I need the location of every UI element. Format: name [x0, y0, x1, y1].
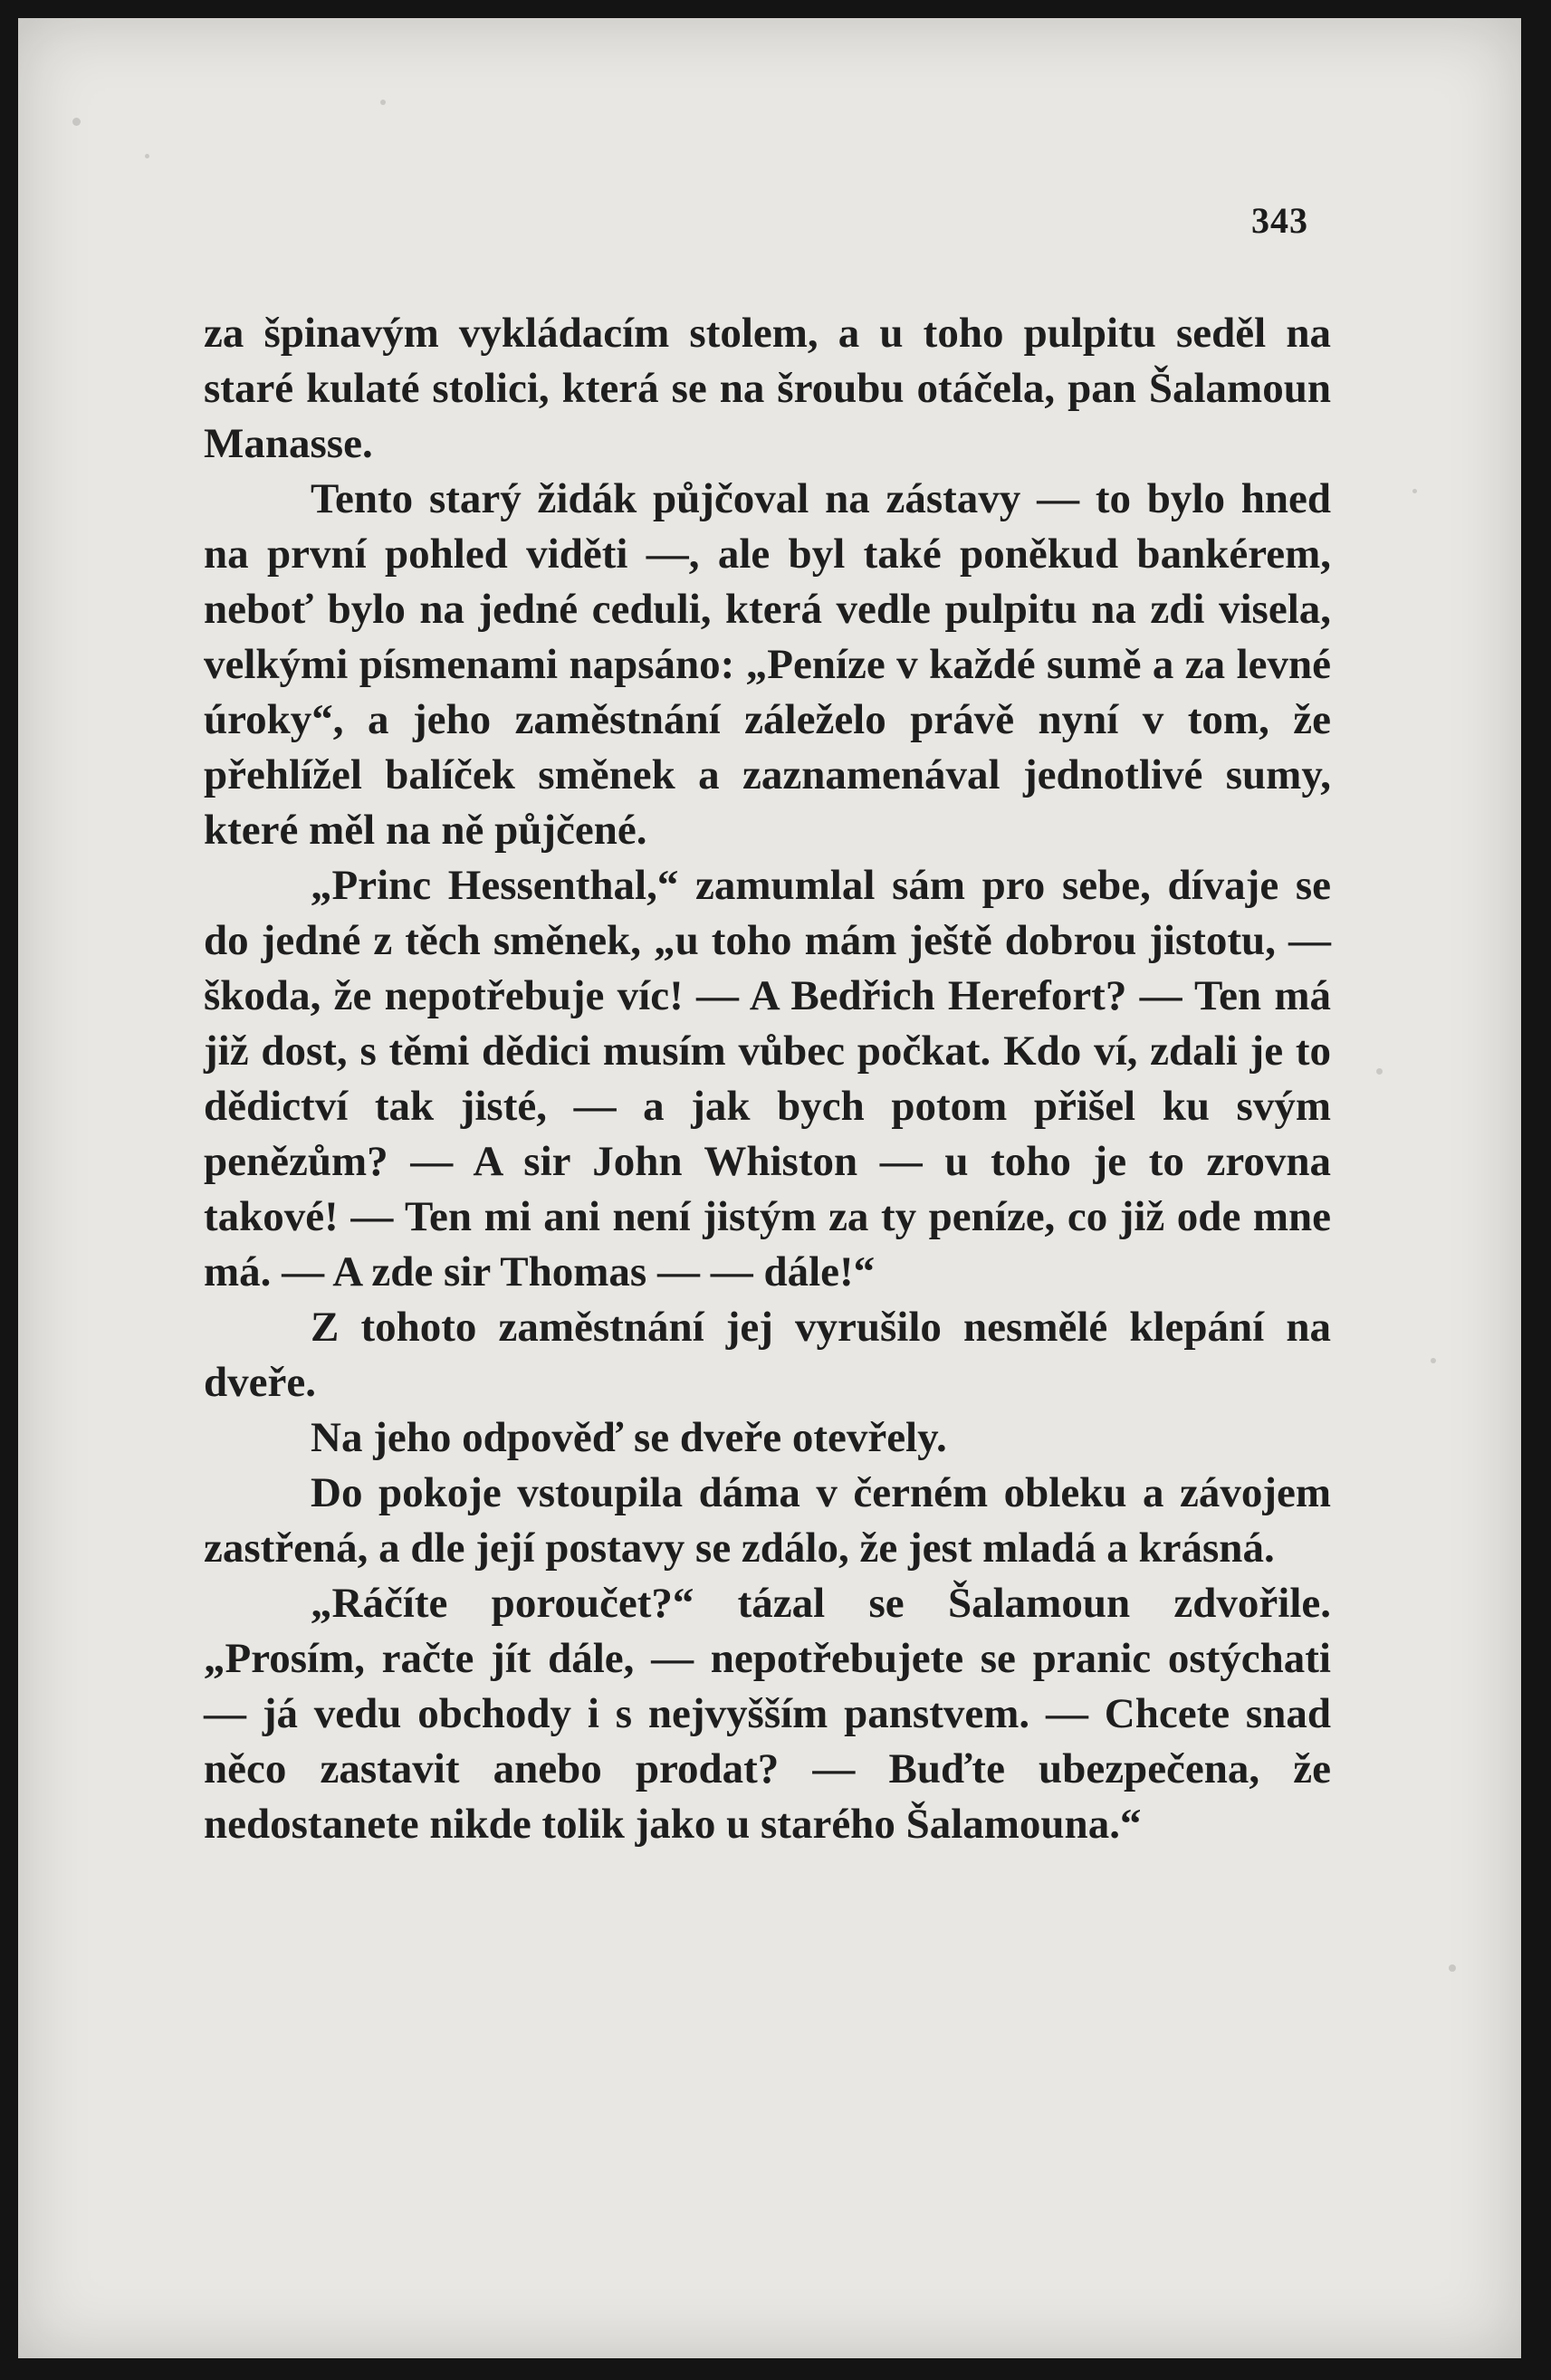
scan-speckle — [380, 100, 386, 105]
scan-speckle — [1412, 489, 1417, 493]
scan-speckle — [145, 154, 149, 158]
scan-speckle — [72, 118, 81, 126]
page-number: 343 — [1251, 200, 1308, 241]
paragraph: „Princ Hessenthal,“ zamumlal sám pro sebe, dívaje se do jedné z těch směnek, „u toho mám ještě dobrou jistotu, — škoda, že nepotřebuje víc! — A Bedřich Herefort? — Ten má již dost, s těmi dědici musím vůbec počkat. Kdo ví, zdali je to dědictví tak jisté, — a jak bych potom přišel ku svým penězům? — A sir John Whiston — u toho je to zrovna takové! — Ten mi ani není jistým za ty peníze, co již ode mne má. — A zde sir Thomas — — dále!“ — [204, 862, 1331, 1295]
body-text — [204, 306, 1331, 1852]
book-page — [18, 18, 1521, 2358]
scan-speckle — [1449, 1964, 1456, 1972]
paragraph: Do pokoje vstoupila dáma v černém obleku a závojem zastřená, a dle její postavy se zdálo, že jest mladá a krásná. — [204, 1469, 1331, 1572]
scan-speckle — [1431, 1358, 1436, 1363]
paragraph: Na jeho odpověď se dveře otevřely. — [311, 1414, 947, 1461]
paragraph: Z tohoto zaměstnání jej vyrušilo nesmělé klepání na dveře. — [204, 1304, 1331, 1406]
paragraph: Tento starý židák půjčoval na zástavy — to bylo hned na první pohled viděti —, ale byl také poněkud bankérem, neboť bylo na jedné ceduli, která vedle pulpitu na zdi visela, velkými písmenami napsáno: „Peníze v každé sumě a za levné úroky“, a jeho zaměstnání záleželo právě nyní v tom, že přehlížel balíček směnek a zaznamenával jednotlivé sumy, které měl na ně půjčené. — [204, 475, 1331, 854]
paragraph: „Ráčíte poroučet?“ tázal se Šalamoun zdvořile. „Prosím, račte jít dále, — nepotřebujete se pranic ostýchati — já vedu obchody i s nejvyšším panstvem. — Chcete snad něco zastavit anebo prodat? — Buďte ubezpečena, že nedostanete nikde tolik jako u starého Šalamouna.“ — [204, 1580, 1331, 1848]
scan-speckle — [1376, 1068, 1383, 1075]
paragraph: za špinavým vykládacím stolem, a u toho pulpitu seděl na staré kulaté stolici, která se na šroubu otáčela, pan Šalamoun Manasse. — [204, 310, 1331, 467]
